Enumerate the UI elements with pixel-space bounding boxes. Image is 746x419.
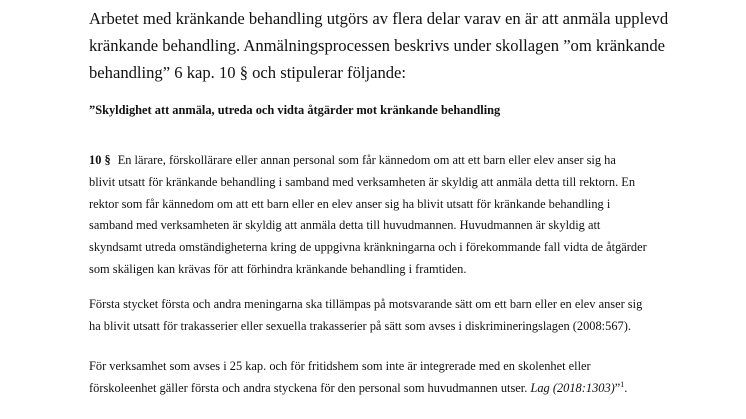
- section-line: rektor som får kännedom om att ett barn eller en elev anser sig ha blivit utsatt för kränkande behandling i: [89, 196, 611, 211]
- section-line: [89, 150, 679, 172]
- intro-paragraph: [89, 5, 669, 86]
- closing-quote: ”: [614, 381, 621, 395]
- end-punctuation: .: [624, 381, 628, 395]
- paragraph-line-text: förskoleenhet gäller första och andra styckena för den personal som huvudmannen utser.: [89, 381, 528, 395]
- paragraph-line: För verksamhet som avses i 25 kap. och för fritidshem som inte är integrerade med en skolenhet eller: [89, 359, 591, 373]
- paragraph-line: ha blivit utsatt för trakasserier eller sexuella trakasserier på sätt som avses i diskrimineringslagen (2008:567).: [89, 319, 631, 333]
- footnote-marker[interactable]: 1: [620, 379, 625, 389]
- paragraph-line: [89, 377, 679, 399]
- intro-line: behandling” 6 kap. 10 § och stipulerar följande:: [89, 63, 407, 82]
- second-paragraph: [89, 293, 679, 337]
- section-number: 10 §: [89, 153, 111, 167]
- intro-line: kränkande behandling. Anmälningsprocessen beskrivs under skollagen ”om kränkande: [89, 36, 666, 55]
- section-line: samband med verksamheten är skyldig att anmäla detta till huvudmannen. Huvudmannen är skyldig att: [89, 218, 601, 233]
- section-10-paragraph: [89, 150, 679, 281]
- section-line: blivit utsatt för kränkande behandling i samband med verksamheten är skyldig att anmäla detta till rektorn. En: [89, 174, 636, 189]
- section-line-text: En lärare, förskollärare eller annan personal som får kännedom om att ett barn eller elev anser sig ha: [117, 153, 616, 167]
- paragraph-line: Första stycket första och andra meningarna ska tillämpas på motsvarande sätt om ett barn eller en elev anser sig: [89, 297, 643, 311]
- quote-heading: ”Skyldighet att anmäla, utreda och vidta åtgärder mot kränkande behandling: [89, 103, 501, 117]
- law-reference: Lag (2018:1303): [530, 381, 615, 395]
- section-line: skyndsamt utreda omständigheterna kring de uppgivna kränkningarna och i förekommande fall vidta de åtgärder: [89, 240, 647, 255]
- section-line: som skäligen kan krävas för att förhindra kränkande behandling i framtiden.: [89, 261, 467, 276]
- intro-line: Arbetet med kränkande behandling utgörs av flera delar varav en är att anmäla upplevd: [89, 9, 669, 28]
- third-paragraph: [89, 355, 679, 399]
